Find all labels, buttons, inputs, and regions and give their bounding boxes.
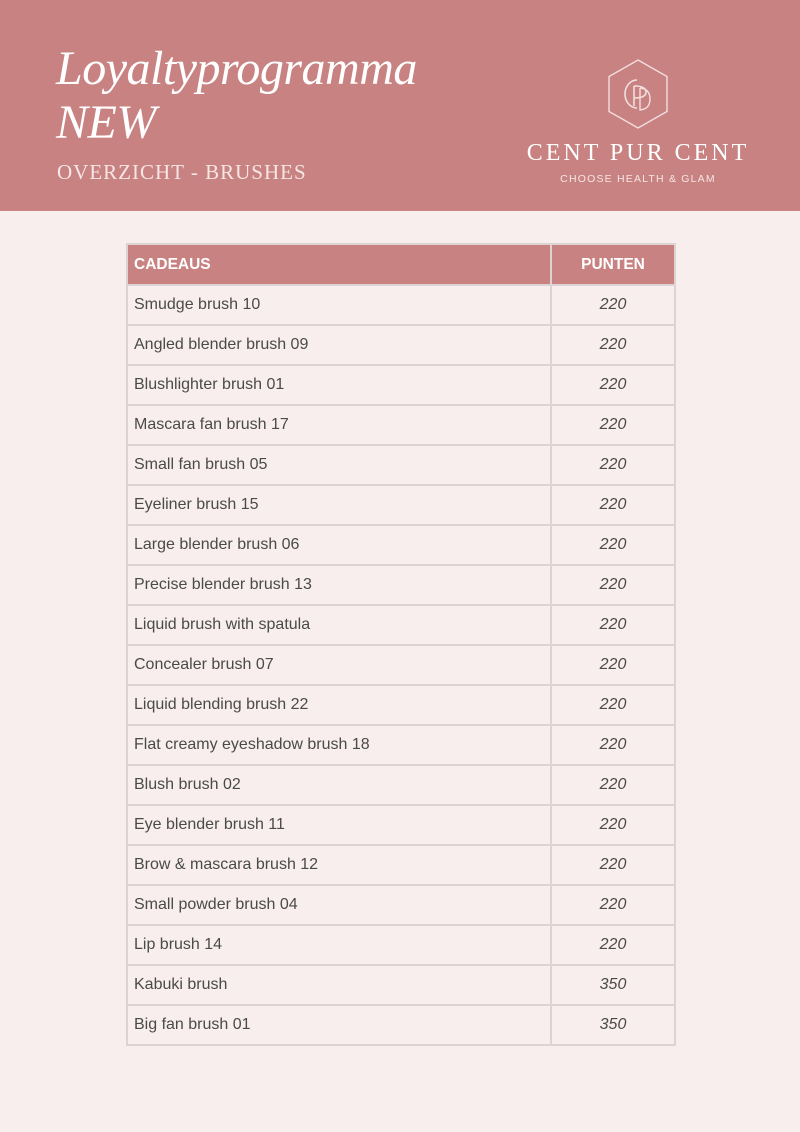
- points-cell: 220: [551, 925, 675, 965]
- table-row: [127, 885, 675, 925]
- table-row: [127, 925, 675, 965]
- gift-name-cell: Lip brush 14: [127, 925, 551, 965]
- table-row: [127, 725, 675, 765]
- points-cell: 350: [551, 965, 675, 1005]
- points-cell: 220: [551, 725, 675, 765]
- column-header-gifts: CADEAUS: [127, 244, 551, 285]
- gift-name-cell: Blush brush 02: [127, 765, 551, 805]
- table-row: [127, 365, 675, 405]
- table-row: [127, 765, 675, 805]
- table-row: [127, 645, 675, 685]
- gift-name-cell: Big fan brush 01: [127, 1005, 551, 1045]
- table-row: [127, 325, 675, 365]
- table-row: [127, 845, 675, 885]
- gift-name-cell: Angled blender brush 09: [127, 325, 551, 365]
- gift-name-cell: Large blender brush 06: [127, 525, 551, 565]
- page-subtitle: OVERZICHT - BRUSHES: [57, 160, 307, 184]
- points-cell: 220: [551, 285, 675, 325]
- table-row: [127, 485, 675, 525]
- gift-name-cell: Eyeliner brush 15: [127, 485, 551, 525]
- gift-name-cell: Small powder brush 04: [127, 885, 551, 925]
- brand-tagline: CHOOSE HEALTH & GLAM: [560, 173, 716, 185]
- points-cell: 220: [551, 485, 675, 525]
- gift-name-cell: Mascara fan brush 17: [127, 405, 551, 445]
- gift-name-cell: Concealer brush 07: [127, 645, 551, 685]
- table-row: [127, 805, 675, 845]
- rewards-table: [126, 243, 676, 1046]
- table-header-row: [127, 244, 675, 285]
- gift-name-cell: Eye blender brush 11: [127, 805, 551, 845]
- gift-name-cell: Brow & mascara brush 12: [127, 845, 551, 885]
- gift-name-cell: Blushlighter brush 01: [127, 365, 551, 405]
- gift-name-cell: Smudge brush 10: [127, 285, 551, 325]
- points-cell: 220: [551, 765, 675, 805]
- points-cell: 220: [551, 645, 675, 685]
- table-row: [127, 445, 675, 485]
- points-cell: 220: [551, 885, 675, 925]
- gift-name-cell: Small fan brush 05: [127, 445, 551, 485]
- points-cell: 220: [551, 325, 675, 365]
- table-row: [127, 405, 675, 445]
- title-line-1: Loyaltyprogramma: [56, 42, 417, 95]
- points-cell: 220: [551, 525, 675, 565]
- table-row: [127, 605, 675, 645]
- points-cell: 220: [551, 405, 675, 445]
- table-row: [127, 525, 675, 565]
- points-cell: 350: [551, 1005, 675, 1045]
- title-line-2: NEW: [56, 96, 156, 149]
- points-cell: 220: [551, 605, 675, 645]
- gift-name-cell: Liquid blending brush 22: [127, 685, 551, 725]
- points-cell: 220: [551, 805, 675, 845]
- table-row: [127, 1005, 675, 1045]
- gift-name-cell: Flat creamy eyeshadow brush 18: [127, 725, 551, 765]
- table-row: [127, 965, 675, 1005]
- brand-name: CENT PUR CENT: [526, 140, 750, 166]
- points-cell: 220: [551, 845, 675, 885]
- table-row: [127, 285, 675, 325]
- gift-name-cell: Kabuki brush: [127, 965, 551, 1005]
- points-cell: 220: [551, 365, 675, 405]
- gift-name-cell: Precise blender brush 13: [127, 565, 551, 605]
- table-row: [127, 565, 675, 605]
- gift-name-cell: Liquid brush with spatula: [127, 605, 551, 645]
- brand-logo-icon: [606, 58, 670, 130]
- table-row: [127, 685, 675, 725]
- points-cell: 220: [551, 445, 675, 485]
- header-banner: [0, 0, 800, 211]
- points-cell: 220: [551, 685, 675, 725]
- points-cell: 220: [551, 565, 675, 605]
- page-title: [56, 42, 417, 150]
- column-header-points: PUNTEN: [551, 244, 675, 285]
